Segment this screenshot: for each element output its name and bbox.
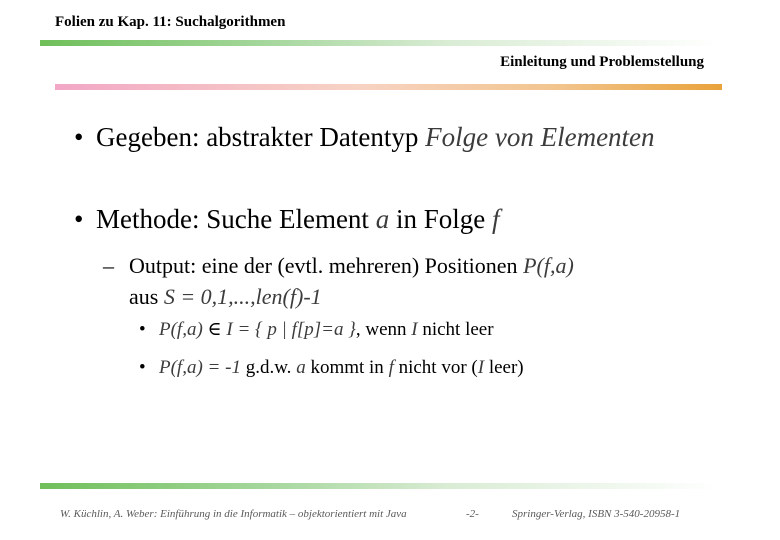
footer-divider-green — [40, 483, 720, 489]
wenn-text: , wenn — [355, 319, 412, 340]
kommt-text: kommt in — [305, 357, 389, 378]
bullet-dot-icon: • — [74, 122, 84, 152]
header-divider-green — [40, 40, 720, 46]
bullet-dot-icon: • — [74, 204, 84, 234]
output-text: Output: eine der (evtl. mehreren) Positionen — [129, 253, 524, 278]
pfa-expr: P(f,a) — [523, 253, 574, 278]
var-a: a — [296, 357, 306, 378]
s-expr: S = 0,1,...,len(f)-1 — [163, 284, 322, 309]
pfa-expr: P(f,a) — [159, 319, 203, 340]
element-of-symbol: ∈ — [202, 319, 227, 340]
bullet-dot-icon: • — [139, 357, 146, 378]
footer-authors: W. Küchlin, A. Weber: Einführung in die Informatik – objektorientiert mit Java — [60, 508, 407, 520]
nicht-vor-text: nicht vor ( — [393, 357, 478, 378]
pfa-minus-one: P(f,a) = -1 — [159, 357, 241, 378]
subsubbullet-2 — [139, 354, 524, 382]
var-a: a — [375, 204, 390, 234]
footer-publisher: Springer-Verlag, ISBN 3-540-20958-1 — [512, 508, 681, 520]
output-aus: aus — [129, 284, 164, 309]
section-divider-gradient — [55, 84, 722, 90]
bullet-methode-mid: in Folge — [389, 204, 492, 234]
section-title: Einleitung und Problemstellung — [500, 54, 704, 70]
var-f: f — [491, 204, 500, 234]
leer-text: leer) — [484, 357, 524, 378]
var-f: f — [388, 357, 394, 378]
bullet-gegeben — [74, 120, 656, 154]
gdw-text: g.d.w. — [240, 357, 297, 378]
bullet-methode-text: Methode: Suche Element — [96, 204, 376, 234]
subsubbullet-1 — [139, 316, 494, 344]
var-I: I — [477, 357, 485, 378]
subbullet-output — [103, 250, 709, 312]
dash-icon: – — [103, 253, 114, 278]
bullet-dot-icon: • — [139, 319, 146, 340]
set-expr: I = { p | f[p]=a } — [226, 319, 356, 340]
slide-header-title: Folien zu Kap. 11: Suchalgorithmen — [55, 14, 286, 30]
footer-page-number: -2- — [466, 508, 479, 520]
bullet-gegeben-text: Gegeben: abstrakter Datentyp — [96, 122, 426, 152]
bullet-methode — [74, 202, 656, 236]
bullet-gegeben-italic: Folge von Elementen — [425, 122, 655, 152]
var-I: I — [411, 319, 418, 340]
nicht-leer-text: nicht leer — [417, 319, 494, 340]
